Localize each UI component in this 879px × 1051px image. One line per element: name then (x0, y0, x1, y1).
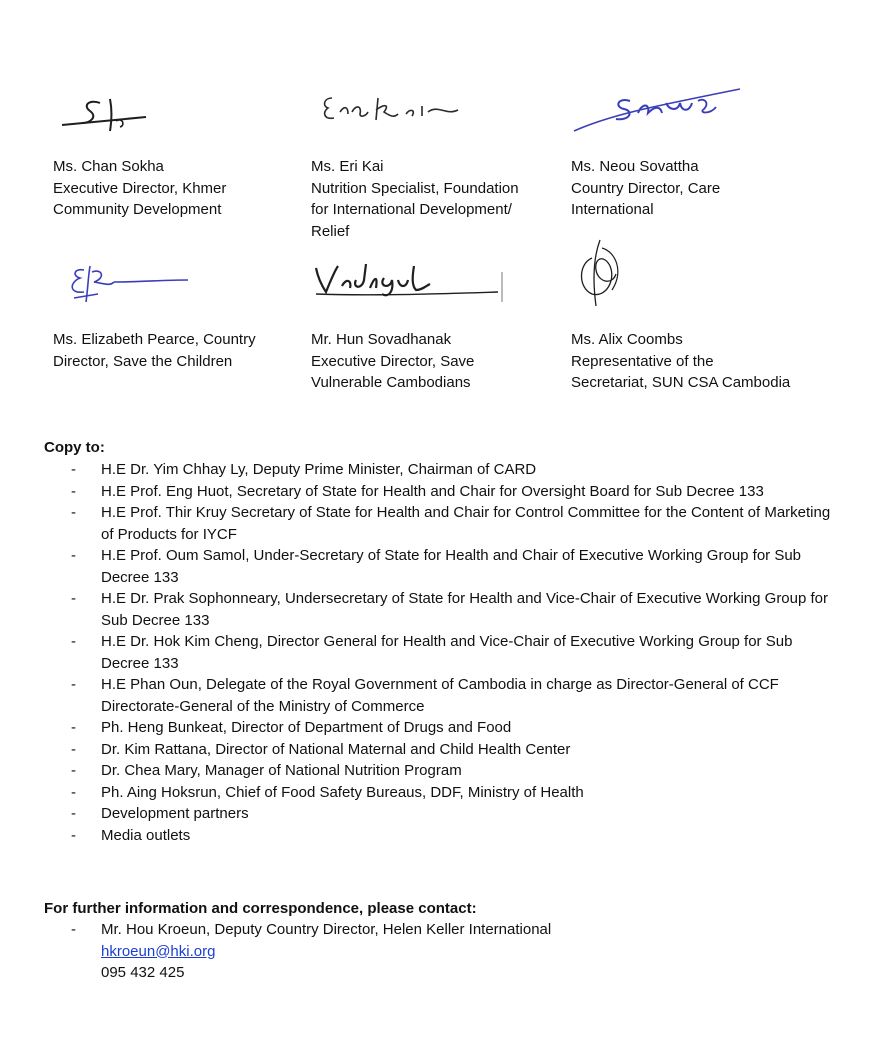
list-item (44, 825, 834, 847)
list-item-text: Ph. Aing Hoksrun, Chief of Food Safety Bureaus, DDF, Ministry of Health (101, 783, 584, 801)
signatory-block (571, 156, 821, 221)
list-dash: - (71, 461, 76, 478)
list-item-text: Dr. Kim Rattana, Director of National Maternal and Child Health Center (101, 740, 571, 758)
signature-neou-sovattha (570, 85, 745, 140)
list-item-text: H.E Phan Oun, Delegate of the Royal Government of Cambodia in charge as Director-General of CCF Directorate-General of the Ministry of Commerce (101, 676, 779, 715)
signatory-name: Ms. Elizabeth Pearce, Country (53, 331, 256, 348)
list-dash: - (71, 633, 76, 650)
contact-person: Mr. Hou Kroeun, Deputy Country Director, Helen Keller International (101, 921, 552, 938)
signatory-name: Ms. Alix Coombs (571, 331, 683, 348)
list-item (44, 631, 834, 674)
list-item-text: H.E Prof. Eng Huot, Secretary of State for Health and Chair for Oversight Board for Sub Decree 133 (101, 482, 764, 500)
signatory-name: Ms. Chan Sokha (53, 158, 164, 175)
list-dash: - (71, 590, 76, 607)
list-item (44, 545, 834, 588)
signatory-title-line: International (571, 201, 654, 218)
list-dash: - (71, 719, 76, 736)
signatory-name: Mr. Hun Sovadhanak (311, 331, 452, 348)
contact-heading: For further information and correspondence, please contact: (44, 900, 477, 917)
list-item-text: H.E Dr. Yim Chhay Ly, Deputy Prime Minister, Chairman of CARD (101, 461, 537, 478)
list-item-text: H.E Prof. Oum Samol, Under-Secretary of State for Health and Chair of Executive Working Group for Sub Decree 133 (101, 547, 802, 586)
signatory-block (53, 329, 303, 372)
list-item (44, 502, 834, 545)
list-dash: - (71, 921, 76, 938)
signatory-title-line: Relief (311, 222, 350, 240)
list-dash: - (71, 482, 76, 500)
signatory-title-line: Director, Save the Children (53, 352, 233, 370)
list-item-text: Media outlets (101, 826, 191, 844)
contact-email-link[interactable]: hkroeun@hki.org (101, 942, 216, 960)
signatory-title-line: Executive Director, Khmer (53, 179, 227, 197)
list-dash: - (71, 547, 76, 564)
signatory-title-line: Representative of the (571, 352, 714, 370)
signatory-title-line: Nutrition Specialist, Foundation (311, 179, 519, 197)
list-item-text: H.E Prof. Thir Kruy Secretary of State for Health and Chair for Control Committee for the Content of Marketing of Products for IYCF (101, 504, 831, 543)
list-item-text: H.E Dr. Prak Sophonneary, Undersecretary of State for Health and Vice-Chair of Executive Working Group for Sub Decree 133 (101, 590, 829, 629)
signature-elizabeth-pearce (62, 262, 192, 307)
signatory-block (53, 156, 303, 221)
signature-alix-coombs (572, 236, 632, 316)
list-dash: - (71, 783, 76, 801)
list-item (44, 739, 834, 761)
list-dash: - (71, 762, 76, 779)
signature-hun-sovadhanak (312, 258, 507, 308)
list-item (44, 588, 834, 631)
list-item (44, 782, 834, 804)
list-item (44, 717, 834, 739)
list-item-text: Dr. Chea Mary, Manager of National Nutrition Program (101, 762, 462, 779)
signatory-block (311, 329, 561, 394)
list-dash: - (71, 504, 76, 521)
signatory-title-line: Executive Director, Save (311, 352, 475, 370)
list-dash: - (71, 740, 76, 758)
contact-phone: 095 432 425 (101, 964, 185, 981)
signatory-title-line: Secretariat, SUN CSA Cambodia (571, 374, 791, 391)
signatory-name: Ms. Eri Kai (311, 158, 384, 175)
list-dash: - (71, 676, 76, 693)
list-item-text: Ph. Heng Bunkeat, Director of Department of Drugs and Food (101, 719, 512, 736)
list-item (44, 760, 834, 782)
signature-chan-sokha (60, 95, 150, 140)
contact-item (44, 919, 834, 984)
list-dash: - (71, 805, 76, 822)
signatory-title-line: Community Development (53, 201, 222, 218)
signatory-title-line: Vulnerable Cambodians (311, 374, 471, 391)
list-item-text: H.E Dr. Hok Kim Cheng, Director General for Health and Vice-Chair of Executive Working Group for Sub Decree 133 (101, 633, 793, 672)
signatory-name: Ms. Neou Sovattha (571, 158, 699, 175)
copy-to-list (44, 459, 834, 846)
signatory-block (571, 329, 821, 394)
list-dash: - (71, 826, 76, 844)
list-item (44, 459, 834, 481)
signature-eri-kai (318, 90, 468, 130)
list-item (44, 481, 834, 503)
list-item (44, 803, 834, 825)
copy-to-heading: Copy to: (44, 439, 105, 456)
contact-list (44, 919, 834, 984)
signatory-title-line: Country Director, Care (571, 179, 721, 197)
signatory-title-line: for International Development/ (311, 201, 512, 218)
list-item (44, 674, 834, 717)
signatory-block (311, 156, 561, 242)
list-item-text: Development partners (101, 805, 249, 822)
